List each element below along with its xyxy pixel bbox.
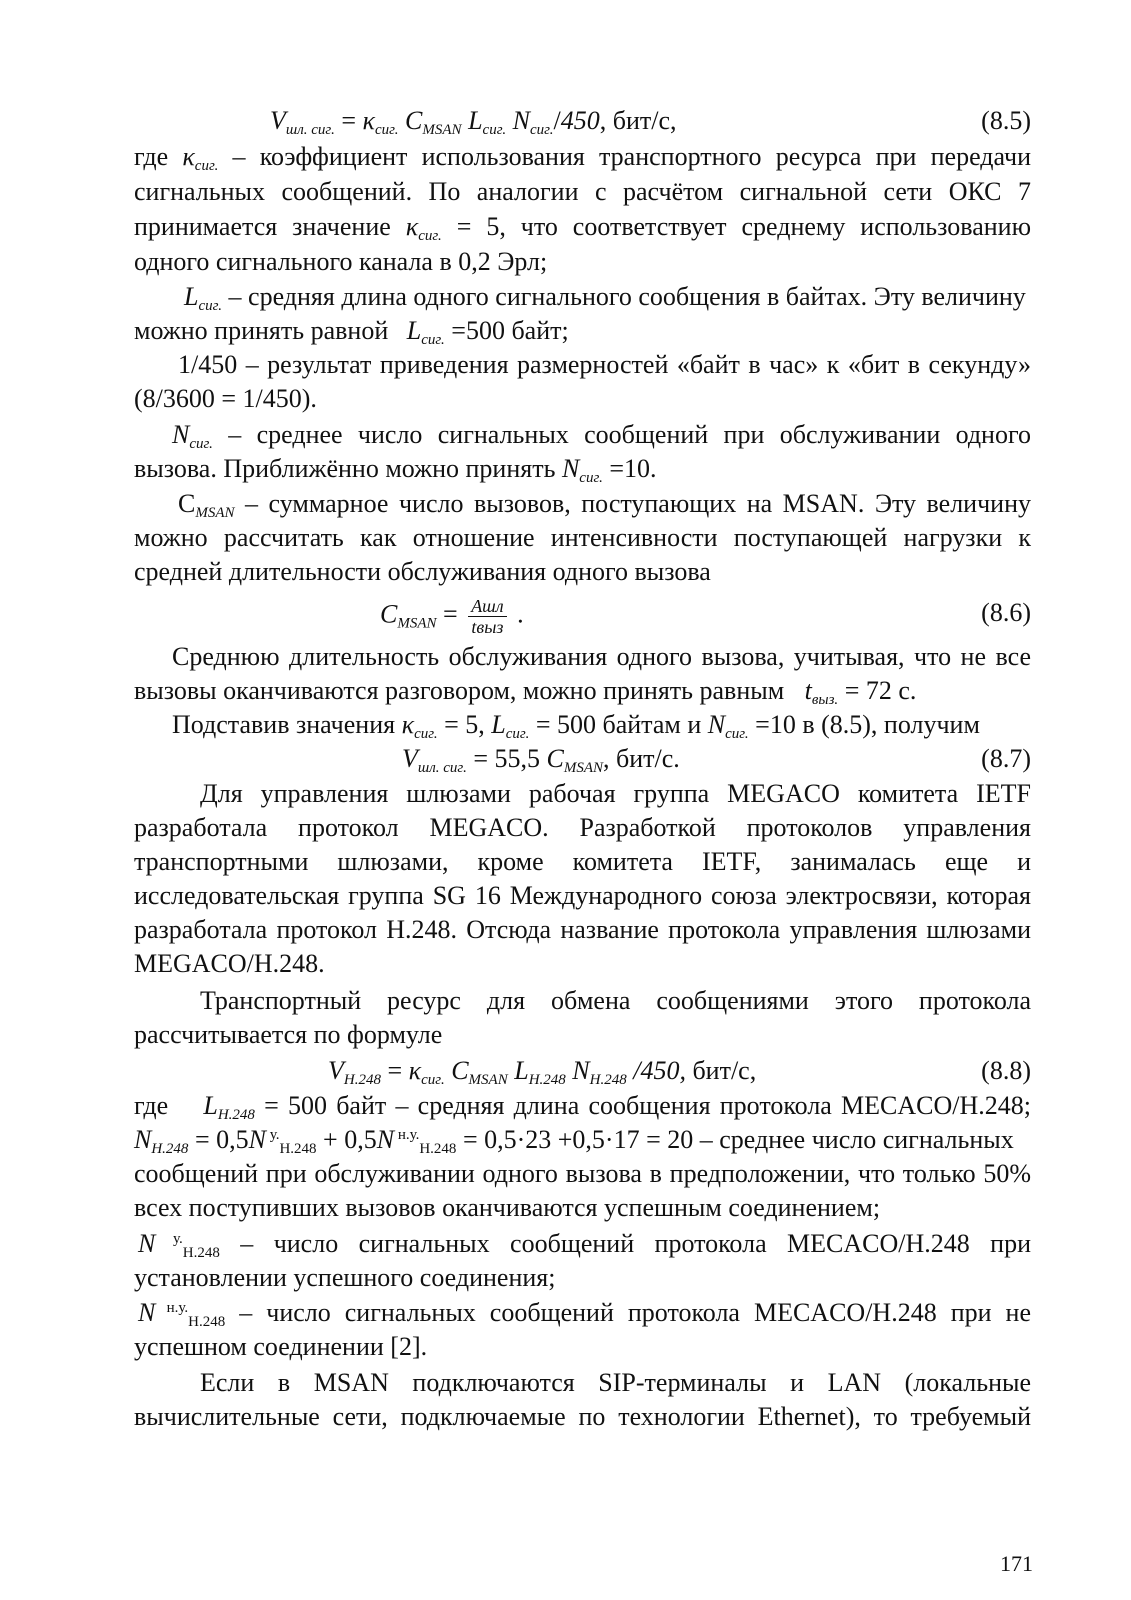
subscript: сиг.	[194, 158, 219, 174]
text-line: рассчитывается по формуле	[134, 1020, 443, 1049]
subscript: сиг.	[505, 726, 530, 742]
eq-subscript: MSAN	[422, 122, 462, 138]
text: – среднее число сигнальных сообщений при обслуживании одного	[212, 420, 1031, 449]
text-line: Если в MSAN подключаются SIP-терминалы и LAN (локальные	[200, 1368, 1031, 1397]
text-line: Транспортный ресурс для обмена сообщениями этого протокола	[200, 986, 1031, 1015]
symbol: N	[138, 1229, 156, 1258]
superscript: у.	[155, 1231, 183, 1247]
text: = 5,	[437, 710, 492, 739]
text-line: разработала протокол MEGACO. Разработкой протоколов управления	[134, 813, 1031, 842]
text-line	[134, 210, 1031, 244]
eq-symbol: N	[506, 106, 530, 135]
fraction	[468, 596, 506, 637]
text-line	[134, 140, 1031, 174]
subscript: сиг.	[414, 726, 438, 742]
text-line: (8/3600 = 1/450).	[134, 384, 317, 413]
text-line	[178, 487, 1031, 521]
eq-subscript: MSAN	[397, 615, 437, 632]
text: вызова. Приближённо можно принять	[134, 454, 562, 483]
eq-subscript: H.248	[589, 1072, 627, 1088]
eq-symbol: L	[461, 106, 483, 135]
text-line	[134, 1123, 1031, 1157]
equation-number: (8.8)	[981, 1056, 1031, 1085]
text: – коэффициент использования транспортного ресурса при передачи	[218, 142, 1031, 171]
subscript: H.248	[182, 1245, 220, 1261]
text-line	[138, 1227, 1031, 1261]
symbol: N	[561, 454, 580, 483]
superscript: у.	[265, 1127, 280, 1143]
subscript: H.248	[151, 1141, 189, 1157]
symbol: N	[172, 420, 190, 449]
text-line: транспортными шлюзами, кроме комитета IETF, занималась еще и	[134, 847, 1031, 876]
text: =10 в (8.5), получим	[748, 710, 980, 739]
subscript: MSAN	[195, 505, 235, 521]
eq-subscript: MSAN	[563, 760, 604, 776]
eq-symbol: V	[328, 1056, 344, 1085]
symbol: L	[203, 1091, 218, 1120]
eq-symbol: C	[398, 106, 423, 135]
equation-number: (8.5)	[981, 106, 1031, 135]
superscript: н.у.	[394, 1127, 420, 1143]
eq-text: , бит/с.	[603, 744, 680, 773]
eq-subscript: шл. сиг.	[417, 760, 467, 776]
text: – число сигнальных сообщений протокола MECACO/H.248 при не	[225, 1298, 1032, 1327]
text: =10.	[602, 454, 657, 483]
eq-text: =	[334, 106, 363, 135]
subscript: H.248	[279, 1141, 317, 1157]
symbol: N	[134, 1125, 152, 1154]
text: = 500 байтам и	[529, 710, 708, 739]
eq-symbol: L	[507, 1056, 529, 1085]
eq-symbol: C	[444, 1056, 469, 1085]
text-line: сообщений при обслуживании одного вызова в предположении, что только 50%	[134, 1159, 1031, 1188]
subscript: H.248	[188, 1314, 226, 1330]
text-line	[134, 452, 1031, 486]
superscript: н.у.	[155, 1300, 189, 1316]
eq-subscript: H.248	[528, 1072, 566, 1088]
subscript: сиг.	[418, 228, 442, 244]
equation-number: (8.7)	[981, 744, 1031, 773]
text-line	[138, 1296, 1031, 1330]
text-line: вычислительные сети, подключаемые по технологии Ethernet), то требуемый	[134, 1402, 1031, 1431]
text-line: исследовательская группа SG 16 Международного союза электросвязи, которая	[134, 881, 1031, 910]
symbol: L	[406, 316, 422, 345]
eq-text: 450	[560, 106, 600, 135]
text: = 500 байт – средняя длина сообщения протокола MECACO/H.248;	[254, 1091, 1032, 1120]
text-line: одного сигнального канала в 0,2 Эрл;	[134, 247, 548, 276]
subscript: сиг.	[421, 332, 445, 348]
subscript: сиг.	[725, 726, 749, 742]
eq-text: =	[436, 599, 465, 629]
text: – число сигнальных сообщений протокола MECACO/H.248 при	[219, 1229, 1032, 1258]
eq-symbol: N	[565, 1056, 590, 1085]
eq-text: .	[510, 599, 524, 629]
text-line: можно рассчитать как отношение интенсивности поступающей нагрузки к	[134, 523, 1031, 552]
symbol: N	[707, 710, 726, 739]
text: – суммарное число вызовов, поступающих на MSAN. Эту величину	[234, 489, 1031, 518]
text-line: 1/450 – результат приведения размерностей «байт в час» к «бит в секунду»	[178, 350, 1031, 379]
subscript: выз.	[811, 692, 839, 708]
text-line: Среднюю длительность обслуживания одного вызова, учитывая, что не все	[172, 642, 1031, 671]
text-line: сигнальных сообщений. По аналогии с расчётом сигнальной сети ОКС 7	[134, 177, 1031, 206]
text-line	[134, 314, 1031, 348]
text: = 0,5·23 +0,5·17 = 20 – среднее число сигнальных	[456, 1125, 1014, 1154]
eq-subscript: MSAN	[468, 1072, 508, 1088]
text: Подставив значения	[172, 710, 402, 739]
eq-symbol: C	[546, 744, 564, 773]
text-line: разработала протокол H.248. Отсюда название протокола управления шлюзами	[134, 915, 1031, 944]
symbol: κ	[405, 212, 419, 241]
eq-symbol: κ	[362, 106, 375, 135]
text-line: MEGACO/H.248.	[134, 949, 325, 978]
text: где	[134, 142, 183, 171]
text-line: успешном соединении [2].	[134, 1332, 428, 1361]
text: принимается значение	[134, 212, 406, 241]
text-line	[172, 418, 1031, 452]
subscript: H.248	[217, 1107, 255, 1123]
eq-text: /	[553, 106, 561, 135]
eq-subscript: сиг.	[482, 122, 507, 138]
text-line	[134, 674, 1031, 708]
text-line: установлении успешного соединения;	[134, 1263, 556, 1292]
subscript: H.248	[419, 1141, 457, 1157]
text: = 0,5	[188, 1125, 249, 1154]
symbol: κ	[401, 710, 415, 739]
eq-subscript: сиг.	[374, 122, 399, 138]
symbol: κ	[182, 142, 195, 171]
equation-number: (8.6)	[981, 598, 1031, 627]
symbol: N	[248, 1125, 266, 1154]
subscript: сиг.	[579, 470, 603, 486]
eq-symbol: V	[402, 744, 418, 773]
symbol: L	[184, 282, 199, 311]
text-line: средней длительности обслуживания одного вызова	[134, 557, 711, 586]
eq-text: /450,	[626, 1056, 693, 1085]
text: = 5, что соответствует среднему использованию	[441, 212, 1031, 241]
symbol: N	[376, 1125, 395, 1154]
text: вызовы оканчиваются разговором, можно принять равным	[134, 676, 791, 705]
fraction-denominator: tвыз	[471, 617, 504, 637]
subscript: сиг.	[198, 298, 223, 314]
eq-subscript: H.248	[343, 1072, 381, 1088]
symbol: C	[178, 489, 196, 518]
text: = 72 с.	[838, 676, 917, 705]
symbol: t	[804, 676, 812, 705]
text: =500 байт;	[444, 316, 569, 345]
text: – средняя длина одного сигнального сообщения в байтах. Эту величину	[222, 282, 1026, 311]
eq-text: = 55,5	[466, 744, 547, 773]
subscript: сиг.	[189, 436, 213, 452]
text: можно принять равной	[134, 316, 395, 345]
page-number: 171	[1000, 1551, 1033, 1576]
text: + 0,5	[316, 1125, 377, 1154]
fraction-numerator: Aшл	[468, 596, 506, 617]
text-line	[134, 1089, 1031, 1123]
eq-subscript: шл. сиг.	[285, 122, 335, 138]
eq-text: , бит/с,	[599, 106, 677, 135]
symbol: N	[138, 1298, 156, 1327]
eq-text: =	[380, 1056, 409, 1085]
eq-subscript: сиг.	[421, 1072, 445, 1088]
eq-symbol: κ	[408, 1056, 422, 1085]
eq-text: бит/с,	[692, 1056, 757, 1085]
eq-symbol: V	[270, 106, 286, 135]
text-line: Для управления шлюзами рабочая группа MEGACO комитета IETF	[200, 779, 1031, 808]
symbol: L	[491, 710, 506, 739]
text-line: всех поступивших вызовов оканчиваются успешным соединением;	[134, 1193, 881, 1222]
text-line	[184, 280, 1031, 314]
text-line	[172, 708, 1031, 742]
eq-symbol: C	[380, 599, 398, 629]
eq-subscript: сиг.	[529, 122, 554, 138]
text: где	[134, 1091, 178, 1120]
